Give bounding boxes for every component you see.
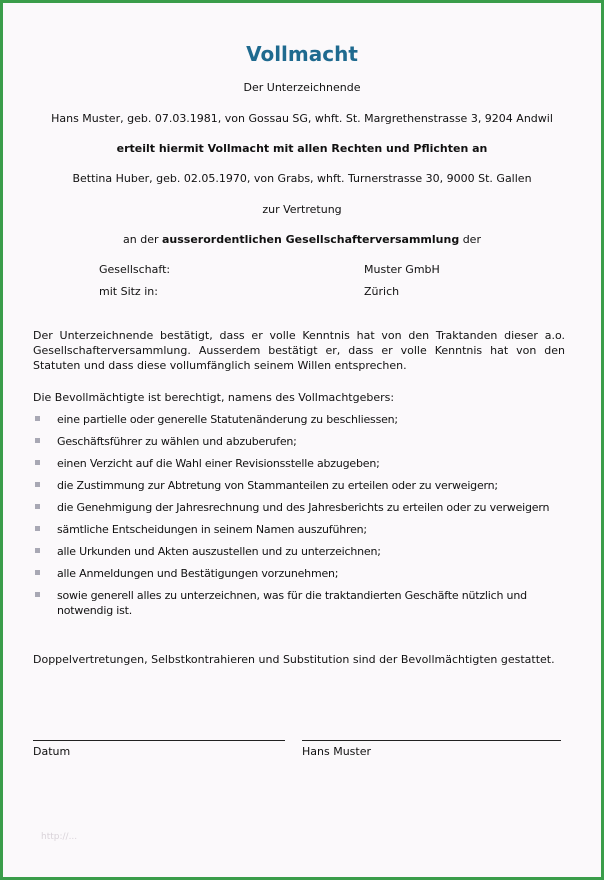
company-label: Gesellschaft:	[99, 263, 171, 276]
meeting-prefix: an der	[123, 233, 162, 246]
meeting-name: ausserordentlichen Gesellschafterversammlung	[162, 233, 460, 246]
name-signature-line	[302, 740, 561, 741]
list-item	[33, 456, 573, 471]
bullet-square-icon	[35, 482, 40, 487]
powers-intro: Die Bevollmächtigte ist berechtigt, namens des Vollmachtgebers:	[33, 391, 395, 404]
watermark: http://...	[41, 832, 78, 842]
list-item	[33, 500, 573, 515]
seat-value: Zürich	[364, 285, 400, 298]
list-item-text: Geschäftsführer zu wählen und abzuberufen;	[57, 435, 297, 448]
meeting-line	[6, 233, 598, 246]
powers-list	[33, 412, 573, 625]
seat-label: mit Sitz in:	[99, 285, 158, 298]
signature-name-label: Hans Muster	[302, 745, 372, 758]
date-signature-line	[33, 740, 285, 741]
list-item-text: die Genehmigung der Jahresrechnung und des Jahresberichts zu erteilen oder zu verweigern	[57, 501, 550, 514]
company-value: Muster GmbH	[364, 263, 440, 276]
list-item	[33, 566, 573, 581]
signature-date-label: Datum	[33, 745, 71, 758]
bullet-square-icon	[35, 592, 40, 597]
purpose-text: zur Vertretung	[262, 203, 342, 216]
list-item	[33, 412, 573, 427]
list-item-text: alle Urkunden und Akten auszustellen und zu unterzeichnen;	[57, 545, 381, 558]
list-item-text: eine partielle oder generelle Statutenänderung zu beschliessen;	[57, 413, 398, 426]
intro-text: Der Unterzeichnende	[243, 81, 361, 94]
meeting-suffix: der	[459, 233, 481, 246]
list-item-text: alle Anmeldungen und Bestätigungen vorzunehmen;	[57, 567, 339, 580]
list-item-text: einen Verzicht auf die Wahl einer Revisionsstelle abzugeben;	[57, 457, 380, 470]
list-item-text: sämtliche Entscheidungen in seinem Namen auszuführen;	[57, 523, 367, 536]
bullet-square-icon	[35, 548, 40, 553]
list-item-text: die Zustimmung zur Abtretung von Stammanteilen zu erteilen oder zu verweigern;	[57, 479, 498, 492]
list-item	[33, 522, 573, 537]
grantee-details: Bettina Huber, geb. 02.05.1970, von Grabs, whft. Turnerstrasse 30, 9000 St. Gallen	[72, 172, 532, 185]
list-item-text: sowie generell alles zu unterzeichnen, was für die traktandierten Geschäfte nützlich und notwendig ist.	[57, 589, 527, 617]
grant-statement: erteilt hiermit Vollmacht mit allen Rechten und Pflichten an	[116, 142, 488, 155]
list-item	[33, 478, 573, 493]
bullet-square-icon	[35, 460, 40, 465]
list-item	[33, 434, 573, 449]
list-item	[33, 588, 573, 618]
bullet-square-icon	[35, 570, 40, 575]
bullet-square-icon	[35, 438, 40, 443]
closing-paragraph: Doppelvertretungen, Selbstkontrahieren und Substitution sind der Bevollmächtigten gestattet.	[33, 653, 555, 666]
bullet-square-icon	[35, 416, 40, 421]
grantor-details: Hans Muster, geb. 07.03.1981, von Gossau SG, whft. St. Margrethenstrasse 3, 9204 Andwil	[51, 112, 553, 125]
document-title: Vollmacht	[246, 42, 358, 66]
confirmation-paragraph: Der Unterzeichnende bestätigt, dass er volle Kenntnis hat von den Traktanden dieser a.o. Gesellschafterversammlung. Ausserdem bestätigt er, dass er volle Kenntnis hat von den Statuten und dass diese vollumfänglich seinem Willen entsprechen.	[33, 329, 565, 372]
document-page	[6, 6, 598, 874]
bullet-square-icon	[35, 526, 40, 531]
bullet-square-icon	[35, 504, 40, 509]
list-item	[33, 544, 573, 559]
